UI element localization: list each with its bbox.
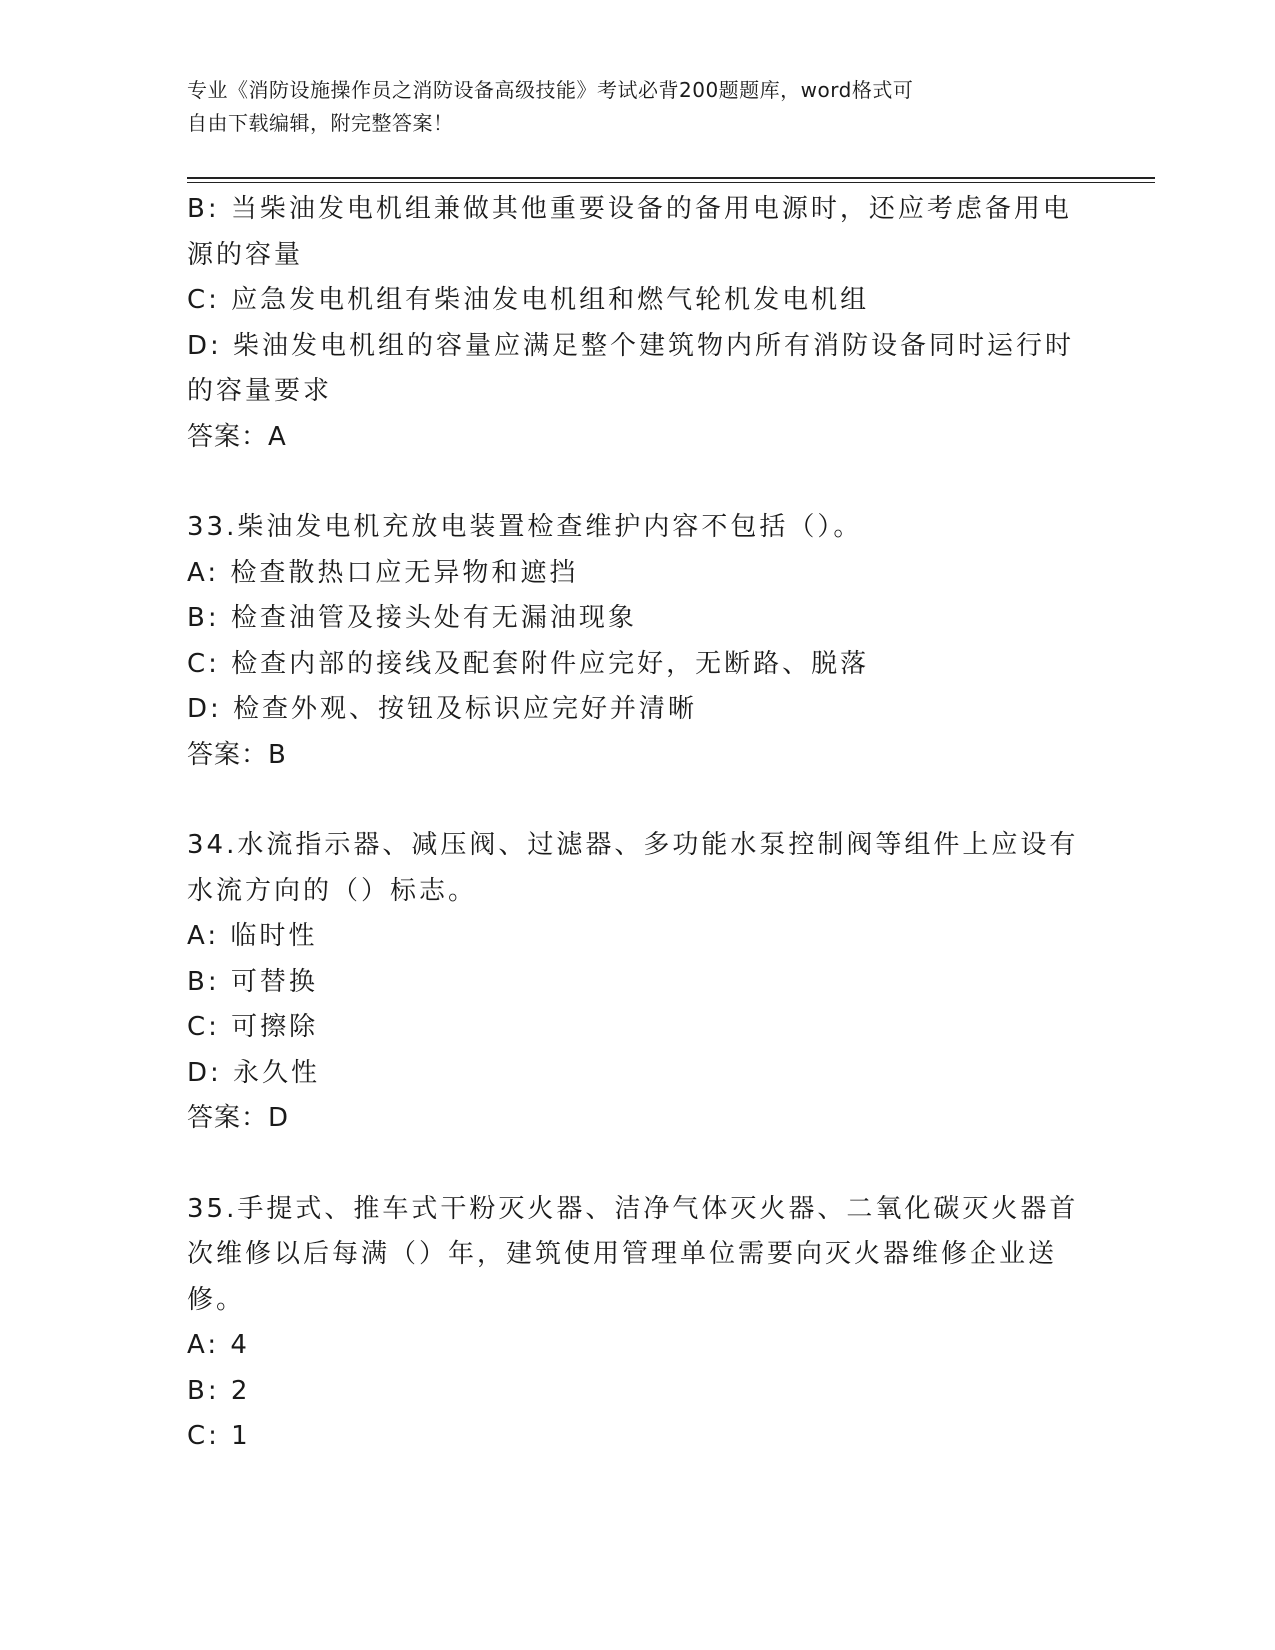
option-d: D: 永久性 bbox=[187, 1057, 321, 1088]
document-body bbox=[187, 187, 1087, 1460]
question-34 bbox=[187, 823, 1087, 1142]
option-c: C: 检查内部的接线及配套附件应完好，无断路、脱落 bbox=[187, 648, 870, 679]
question-33 bbox=[187, 505, 1087, 778]
option-a: A: 检查散热口应无异物和遮挡 bbox=[187, 557, 579, 588]
option-b: B: 检查油管及接头处有无漏油现象 bbox=[187, 603, 637, 633]
option-a: A: 4 bbox=[187, 1330, 250, 1360]
option-a: A: 临时性 bbox=[187, 921, 318, 951]
option-c: C: 可擦除 bbox=[187, 1012, 319, 1042]
option-b-line-1: B: 当柴油发电机组兼做其他重要设备的备用电源时，还应考虑备用电 bbox=[187, 194, 1072, 224]
question-stem-line-2: 次维修以后每满（）年，建筑使用管理单位需要向灭火器维修企业送 bbox=[187, 1239, 1058, 1269]
option-b-line-2: 源的容量 bbox=[187, 239, 304, 270]
option-d-line-1: D: 柴油发电机组的容量应满足整个建筑物内所有消防设备同时运行时 bbox=[187, 330, 1075, 361]
header-line-2: 自由下载编辑，附完整答案！ bbox=[187, 111, 454, 135]
question-32-tail bbox=[187, 187, 1087, 460]
question-stem-line-1: 35.手提式、推车式干粉灭火器、洁净气体灭火器、二氧化碳灭火器首 bbox=[187, 1193, 1079, 1224]
header-line-1: 专业《消防设施操作员之消防设备高级技能》考试必背200题题库，word格式可 bbox=[187, 78, 914, 102]
option-d: D: 检查外观、按钮及标识应完好并清晰 bbox=[187, 694, 698, 724]
header-rule-thick bbox=[187, 177, 1155, 179]
option-c: C: 应急发电机组有柴油发电机组和燃气轮机发电机组 bbox=[187, 285, 870, 315]
option-b: B: 2 bbox=[187, 1375, 251, 1406]
answer: 答案：B bbox=[187, 739, 287, 770]
answer: 答案：D bbox=[187, 1103, 290, 1133]
header-rule-thin bbox=[187, 182, 1155, 183]
question-35 bbox=[187, 1187, 1087, 1460]
option-d-line-2: 的容量要求 bbox=[187, 376, 333, 406]
option-b: B: 可替换 bbox=[187, 966, 318, 997]
question-stem: 33.柴油发电机充放电装置检查维护内容不包括（）。 bbox=[187, 512, 863, 542]
question-stem-line-3: 修。 bbox=[187, 1284, 246, 1315]
answer: 答案：A bbox=[187, 421, 287, 452]
question-stem-line-2: 水流方向的（）标志。 bbox=[187, 875, 478, 906]
option-c: C: 1 bbox=[187, 1421, 251, 1451]
question-stem-line-1: 34.水流指示器、减压阀、过滤器、多功能水泵控制阀等组件上应设有 bbox=[187, 830, 1079, 860]
page-header bbox=[187, 74, 1067, 140]
